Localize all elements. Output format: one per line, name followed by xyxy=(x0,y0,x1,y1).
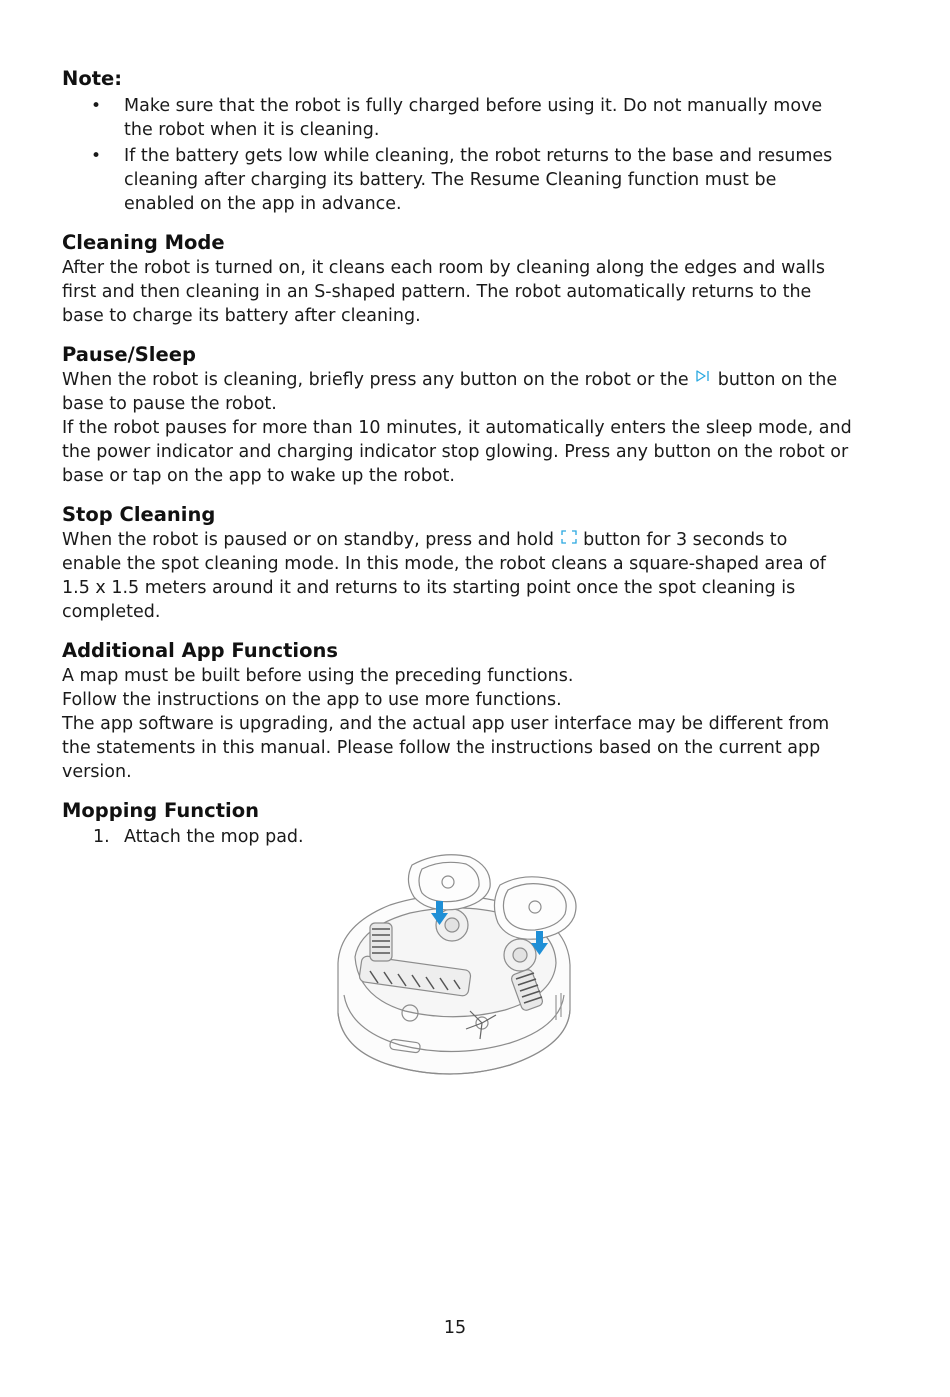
pause-sleep-heading: Pause/Sleep xyxy=(62,343,196,366)
page-number: 15 xyxy=(443,1318,467,1338)
note-item: • If the battery gets low while cleaning, the robot returns to the base and resumes cleaning after charging its battery. The Resume Cleaning function must be enabled on the app in advance. xyxy=(62,144,852,216)
mopping-heading: Mopping Function xyxy=(62,799,259,822)
note-heading: Note: xyxy=(62,67,123,90)
cleaning-mode-text: After the robot is turned on, it cleans each room by cleaning along the edges and walls first and then cleaning in an S-shaped pattern. The robot automatically returns to the base to charge its battery after cleaning. xyxy=(62,258,825,326)
step-number: 1. xyxy=(93,827,110,847)
additional-line: Follow the instructions on the app to use more functions. xyxy=(62,690,562,710)
play-pause-icon xyxy=(694,368,712,392)
note-item: • Make sure that the robot is fully charged before using it. Do not manually move the robot when it is cleaning. xyxy=(62,94,852,142)
additional-functions-heading: Additional App Functions xyxy=(62,639,338,662)
cleaning-mode-section xyxy=(62,230,852,328)
stop-cleaning-heading: Stop Cleaning xyxy=(62,503,216,526)
pause-text-after: button on the base to pause the robot. xyxy=(62,370,838,414)
stop-cleaning-section xyxy=(62,502,852,624)
sleep-text: If the robot pauses for more than 10 minutes, it automatically enters the sleep mode, and the power indicator and charging indicator stop glowing. Press any button on the robot or base or tap on the app to wake up the robot. xyxy=(62,418,852,486)
mopping-section xyxy=(62,798,852,849)
additional-line: The app software is upgrading, and the actual app user interface may be different from the statements in this manual. Please follow the instructions based on the current app version. xyxy=(62,714,830,782)
note-list xyxy=(62,94,852,216)
pause-text-before: When the robot is cleaning, briefly press any button on the robot or the xyxy=(62,370,695,390)
step-text: Attach the mop pad. xyxy=(124,827,304,847)
additional-line: A map must be built before using the preceding functions. xyxy=(62,666,574,686)
manual-page xyxy=(62,66,852,849)
note-section xyxy=(62,66,852,216)
spot-clean-icon xyxy=(560,528,578,552)
cleaning-mode-heading: Cleaning Mode xyxy=(62,231,225,254)
stop-text-after: button for 3 seconds to enable the spot cleaning mode. In this mode, the robot cleans a square-shaped area of 1.5 x 1.5 meters around it and returns to its starting point once the spot cleaning is completed. xyxy=(62,530,826,622)
additional-functions-section xyxy=(62,638,852,784)
robot-mop-illustration xyxy=(330,845,580,1090)
stop-cleaning-text xyxy=(62,528,852,624)
stop-text-before: When the robot is paused or on standby, press and hold xyxy=(62,530,560,550)
pause-sleep-section xyxy=(62,342,852,488)
pause-sleep-text xyxy=(62,368,852,416)
